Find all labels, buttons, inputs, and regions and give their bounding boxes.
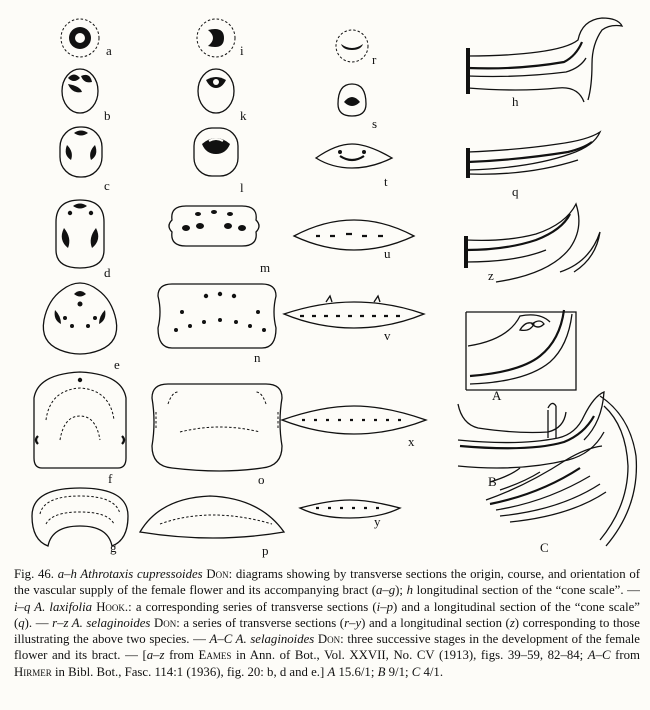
caption-species-b: i–q A. laxifolia bbox=[14, 599, 93, 614]
longitudinal-section-z bbox=[466, 204, 600, 282]
caption-text: ). — bbox=[24, 615, 53, 630]
caption-ref: h bbox=[406, 583, 414, 598]
caption-ref: i–p bbox=[376, 599, 394, 614]
caption-species-a: a–h Athrotaxis cupressoides bbox=[57, 567, 203, 581]
caption-species-d: A–C A. selaginoides bbox=[209, 632, 315, 647]
label-t: t bbox=[384, 174, 388, 189]
label-r: r bbox=[372, 52, 377, 67]
longitudinal-section-q bbox=[468, 132, 600, 178]
label-x: x bbox=[408, 434, 415, 449]
caption-magnification: 9/1; bbox=[385, 664, 412, 679]
caption-text: : three successive stages in the development of the female flower and its bract. — [ bbox=[14, 632, 640, 663]
caption-text: : diagrams showing by transverse sections the origin, course, and orientation of the vascular supply of the female flower and its accompanying bract ( bbox=[14, 567, 640, 598]
section-y bbox=[300, 500, 400, 518]
caption-ref: z bbox=[509, 615, 515, 630]
caption-ref: A–C bbox=[587, 648, 611, 663]
section-i bbox=[197, 19, 235, 57]
developmental-stage-A bbox=[466, 310, 576, 390]
section-o bbox=[152, 384, 282, 471]
caption-ref: C bbox=[411, 664, 421, 679]
caption-magnification: 15.6/1; bbox=[335, 664, 378, 679]
caption-text: in Ann. of Bot., Vol. XXVII, No. CV (1913), figs. 39–59, 82–84; bbox=[231, 648, 588, 663]
caption-ref: r–y bbox=[344, 615, 362, 630]
label-f: f bbox=[108, 471, 113, 486]
developmental-stage-C bbox=[458, 396, 636, 546]
label-z: z bbox=[488, 268, 494, 283]
longitudinal-section-h bbox=[468, 18, 622, 102]
label-h: h bbox=[512, 94, 519, 109]
section-a bbox=[61, 19, 99, 57]
section-r bbox=[336, 30, 368, 62]
caption-ref: A bbox=[327, 664, 336, 679]
section-k bbox=[198, 69, 234, 113]
caption-author-b: Hook. bbox=[92, 599, 129, 614]
section-e bbox=[43, 283, 116, 354]
section-b bbox=[62, 69, 98, 113]
section-p bbox=[140, 496, 284, 538]
label-m: m bbox=[260, 260, 271, 275]
section-n bbox=[158, 284, 276, 348]
developmental-stage-B bbox=[458, 392, 604, 448]
label-C: C bbox=[540, 540, 549, 555]
label-y: y bbox=[374, 514, 381, 529]
section-c bbox=[60, 127, 102, 177]
section-m bbox=[169, 206, 259, 246]
caption-text: in Bibl. Bot., Fasc. 114:1 (1936), fig. 20: b, d and e.] bbox=[51, 664, 328, 679]
label-d: d bbox=[104, 265, 111, 280]
label-e: e bbox=[114, 357, 120, 372]
section-x bbox=[282, 406, 426, 434]
label-l: l bbox=[240, 180, 244, 195]
caption-ref: q bbox=[18, 615, 25, 630]
label-v: v bbox=[384, 328, 391, 343]
caption-text: longitudinal section of the “cone scale”. — bbox=[413, 583, 640, 598]
caption-paragraph bbox=[14, 566, 640, 680]
caption-ref: a–z bbox=[146, 648, 165, 663]
label-k: k bbox=[240, 108, 247, 123]
caption-species-c: r–z A. selaginoides bbox=[52, 615, 151, 630]
caption-author-c: Don bbox=[150, 615, 177, 630]
caption-source-author: Hirmer bbox=[14, 664, 52, 679]
caption-author-d: Don bbox=[314, 632, 341, 647]
section-v bbox=[284, 296, 424, 328]
section-g bbox=[32, 488, 128, 546]
label-o: o bbox=[258, 472, 265, 487]
label-b: b bbox=[104, 108, 111, 123]
caption-magnification: 4/1. bbox=[420, 664, 444, 679]
caption-ref: B bbox=[377, 664, 386, 679]
caption-text: ) and a longitudinal section of the “cone scale” ( bbox=[14, 599, 640, 630]
caption-text: ) and a longitudinal section ( bbox=[361, 615, 510, 630]
section-f bbox=[34, 372, 126, 468]
label-c: c bbox=[104, 178, 110, 193]
caption-text: : a series of transverse sections ( bbox=[176, 615, 345, 630]
label-B: B bbox=[488, 474, 497, 489]
caption-text: : a corresponding series of transverse sections ( bbox=[128, 599, 377, 614]
caption-text: ); bbox=[395, 583, 407, 598]
section-l bbox=[194, 128, 238, 176]
figure-caption bbox=[14, 566, 640, 680]
label-i: i bbox=[240, 43, 244, 58]
section-d bbox=[56, 200, 104, 268]
label-p: p bbox=[262, 543, 269, 558]
caption-text: ) corresponding to those illustrating the above two species. — bbox=[14, 615, 640, 647]
label-g: g bbox=[110, 540, 117, 555]
section-s bbox=[338, 84, 366, 116]
label-a: a bbox=[106, 43, 112, 58]
label-n: n bbox=[254, 350, 261, 365]
section-t bbox=[316, 144, 392, 168]
section-u bbox=[294, 220, 414, 250]
caption-ref: a–g bbox=[375, 583, 396, 598]
label-s: s bbox=[372, 116, 378, 131]
caption-author-a: Don bbox=[202, 567, 229, 581]
label-A: A bbox=[492, 388, 502, 403]
caption-source-author: Eames bbox=[198, 648, 232, 663]
label-q: q bbox=[512, 184, 519, 199]
label-u: u bbox=[384, 246, 391, 261]
caption-text: from bbox=[610, 648, 641, 663]
caption-figure-number: Fig. 46. bbox=[14, 567, 58, 581]
caption-text: from bbox=[164, 648, 199, 663]
